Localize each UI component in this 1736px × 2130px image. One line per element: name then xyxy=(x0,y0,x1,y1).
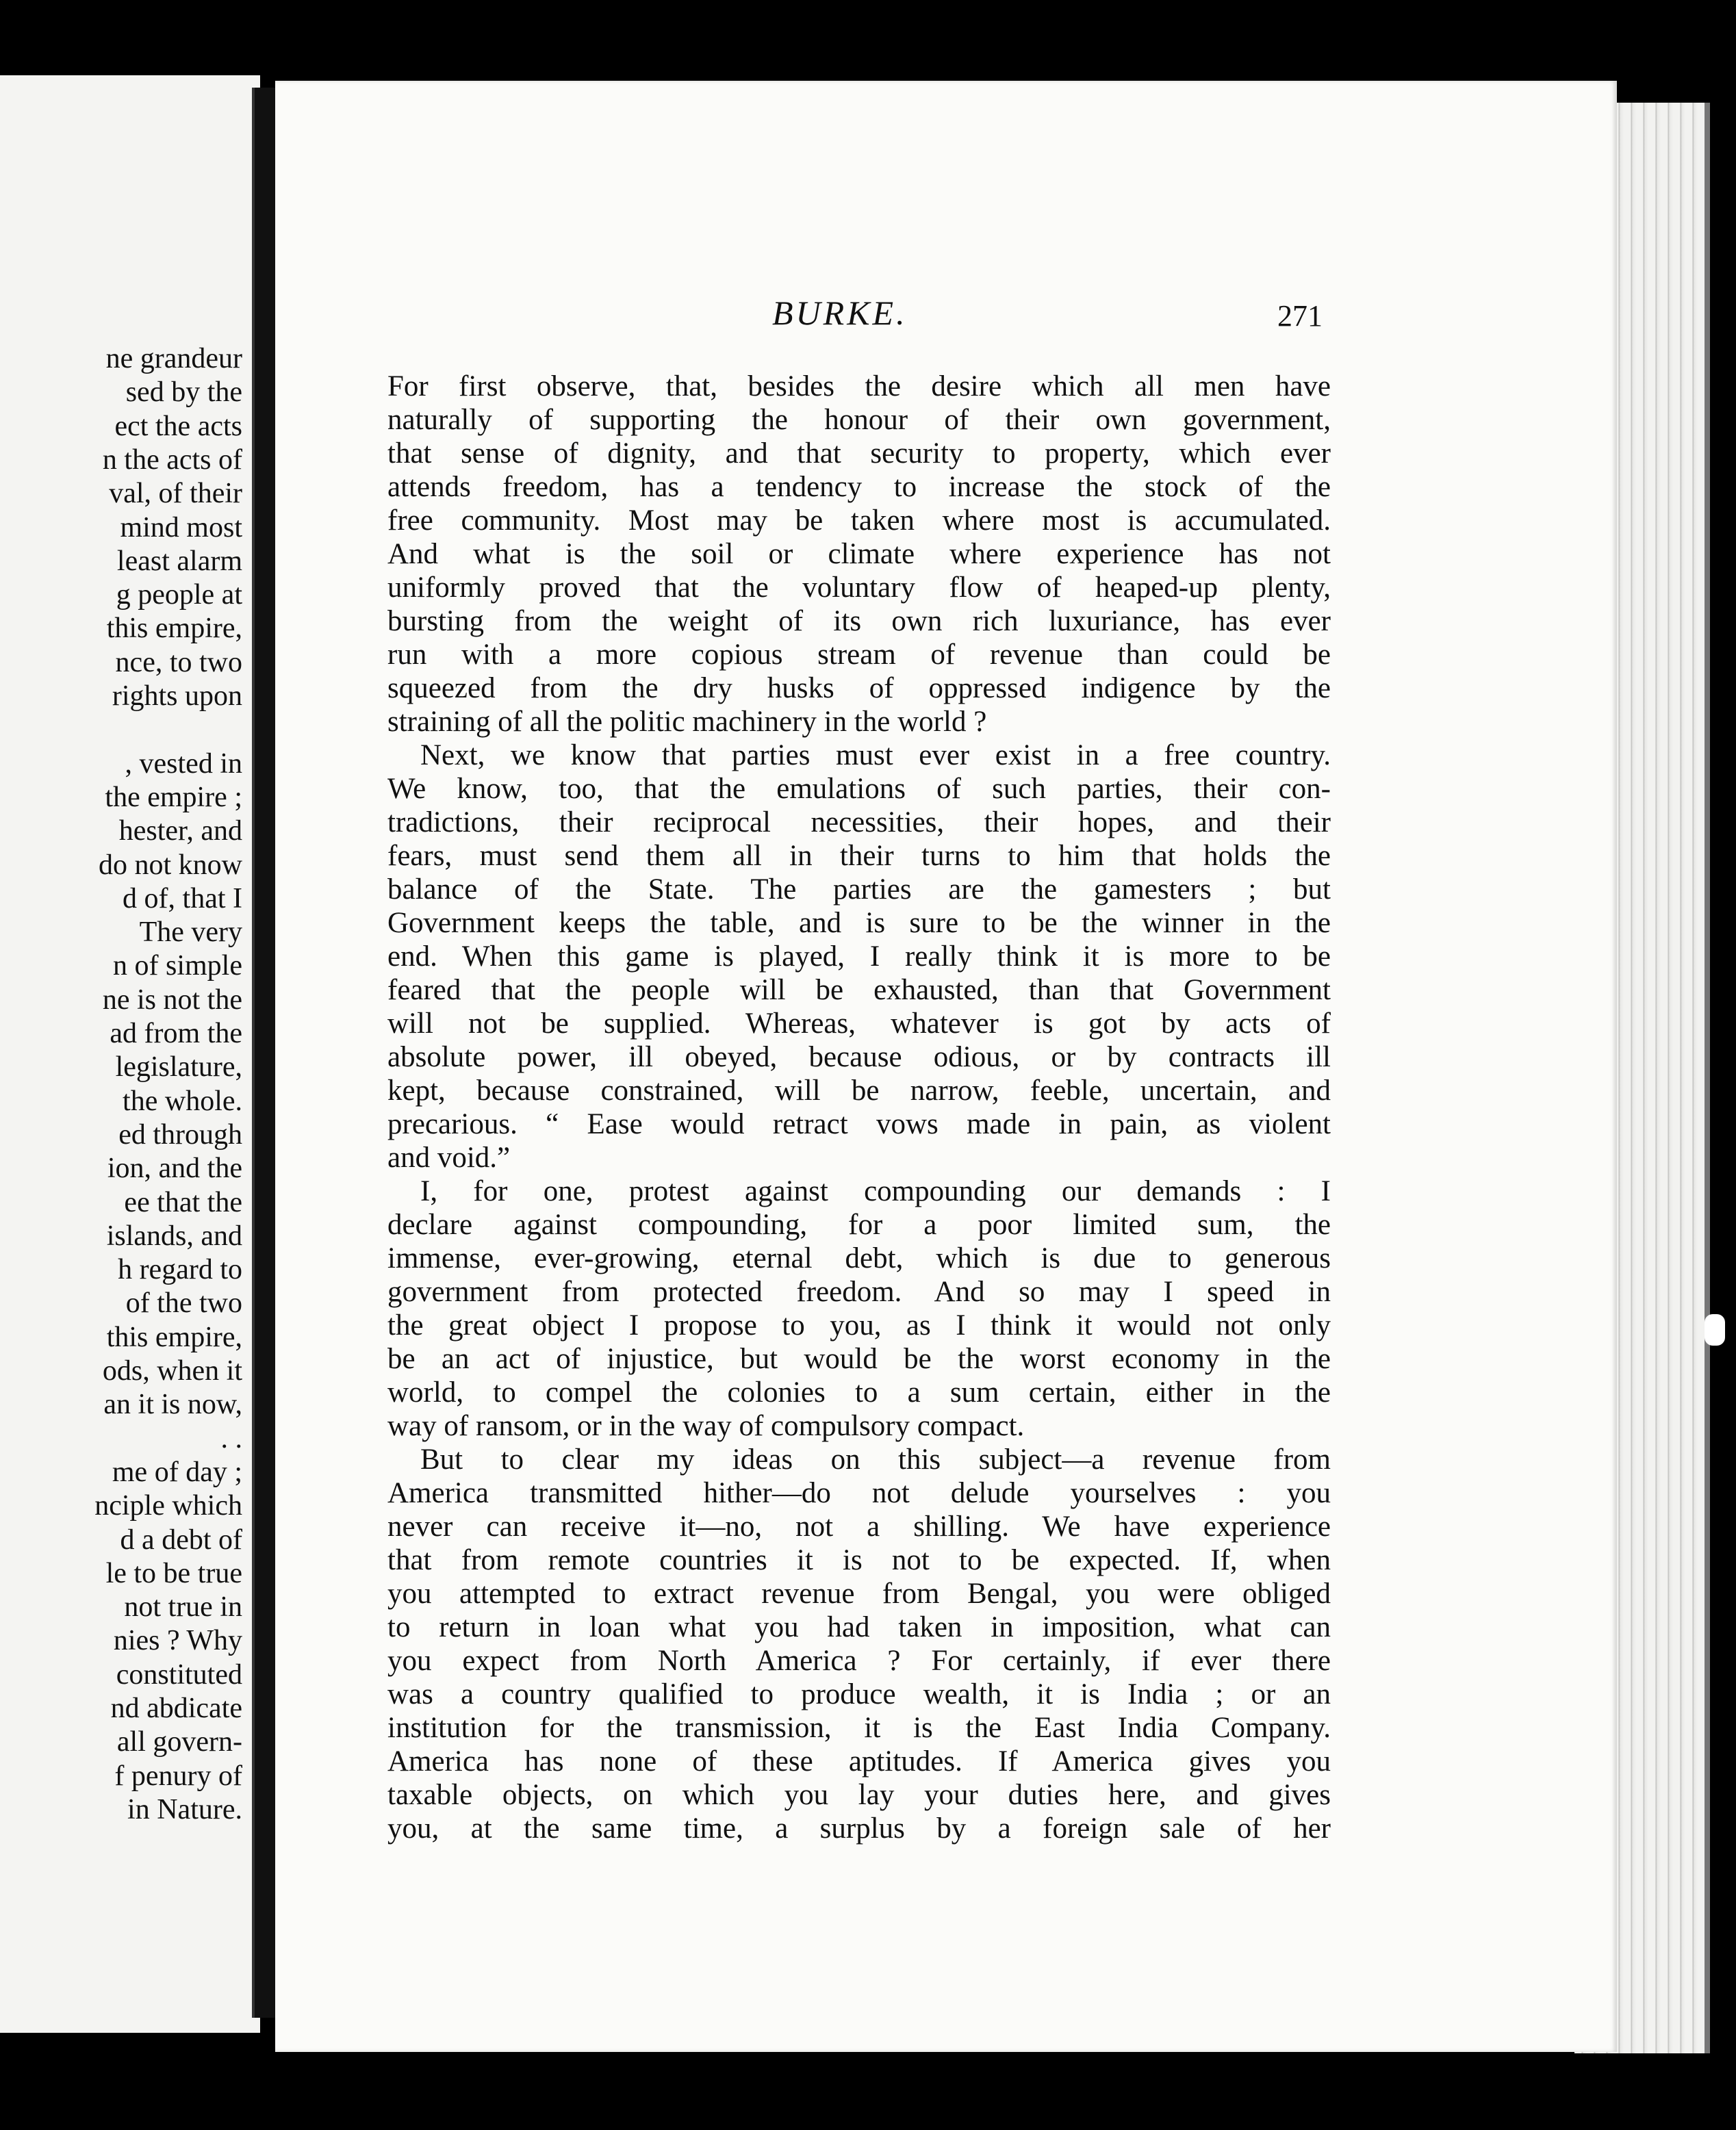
body-line: attends freedom, has a tendency to increase the stock of the xyxy=(387,471,1331,503)
body-line: We know, too, that the emulations of such parties, their con- xyxy=(387,773,1331,805)
body-line: world, to compel the colonies to a sum certain, either in the xyxy=(387,1376,1331,1409)
body-line: Next, we know that parties must ever exist in a free country. xyxy=(420,739,1331,771)
left-page-line: the whole. xyxy=(123,1085,242,1117)
body-line: run with a more copious stream of revenue than could be xyxy=(387,639,1331,671)
left-page-line: rights upon xyxy=(112,680,242,712)
body-line: that from remote countries it is not to be expected. If, when xyxy=(387,1544,1331,1576)
left-page-line: ect the acts xyxy=(114,410,242,442)
left-page-line: n of simple xyxy=(113,950,242,982)
left-page-line: in Nature. xyxy=(127,1793,242,1825)
body-line: government from protected freedom. And so may I speed in xyxy=(387,1276,1331,1308)
body-line: America transmitted hither—do not delude yourselves : you xyxy=(387,1477,1331,1509)
body-line: was a country qualified to produce wealth, it is India ; or an xyxy=(387,1678,1331,1710)
body-line: For first observe, that, besides the desire which all men have xyxy=(387,370,1331,402)
left-page-line: d of, that I xyxy=(123,882,242,914)
left-page-line: sed by the xyxy=(125,376,242,409)
left-page-line: islands, and xyxy=(106,1220,242,1252)
body-line: never can receive it—no, not a shilling. We have experience xyxy=(387,1511,1331,1543)
body-line: absolute power, ill obeyed, because odious, or by contracts ill xyxy=(387,1041,1331,1073)
left-page-line: legislature, xyxy=(115,1051,242,1083)
left-page-line: least alarm xyxy=(116,545,242,577)
running-title: BURKE. xyxy=(772,294,908,332)
left-page-line: an it is now, xyxy=(103,1389,242,1421)
body-line: But to clear my ideas on this subject—a revenue from xyxy=(420,1443,1331,1476)
body-line: And what is the soil or climate where experience has not xyxy=(387,538,1331,570)
left-page-line: the empire ; xyxy=(105,781,242,813)
left-page-line: h regard to xyxy=(118,1254,242,1286)
left-page-line: ods, when it xyxy=(102,1355,242,1387)
body-line: end. When this game is played, I really think it is more to be xyxy=(387,940,1331,973)
left-page-line: ee that the xyxy=(124,1186,242,1218)
body-line: bursting from the weight of its own rich luxuriance, has ever xyxy=(387,605,1331,637)
left-page-line: , vested in xyxy=(125,747,242,780)
body-line: taxable objects, on which you lay your duties here, and gives xyxy=(387,1779,1331,1811)
left-page-line: nd abdicate xyxy=(110,1693,242,1724)
left-page-line: not true in xyxy=(124,1591,242,1624)
left-page-line: nies ? Why xyxy=(113,1625,242,1657)
left-page-line: ne grandeur xyxy=(105,343,242,374)
left-page-line: . . xyxy=(220,1422,242,1454)
body-line: uniformly proved that the voluntary flow of heaped-up plenty, xyxy=(387,572,1331,604)
left-page-line: nciple which xyxy=(94,1490,242,1522)
body-line: kept, because constrained, will be narrow, feeble, uncertain, and xyxy=(387,1075,1331,1107)
body-line: be an act of injustice, but would be the worst economy in the xyxy=(387,1343,1331,1375)
body-line: and void.” xyxy=(387,1142,511,1174)
body-line: I, for one, protest against compounding our demands : I xyxy=(420,1175,1331,1207)
left-page-line: constituted xyxy=(116,1658,242,1691)
left-page-line: f penury of xyxy=(114,1760,242,1792)
body-line: immense, ever-growing, eternal debt, which is due to generous xyxy=(387,1242,1331,1274)
body-line: that sense of dignity, and that security to property, which ever xyxy=(387,437,1331,470)
left-page-line: ad from the xyxy=(110,1018,242,1049)
left-page-line: this empire, xyxy=(106,613,242,645)
body-line: Government keeps the table, and is sure to be the winner in the xyxy=(387,907,1331,939)
left-page-line: n the acts of xyxy=(102,444,242,476)
body-line: fears, must send them all in their turns to him that holds the xyxy=(387,840,1331,872)
left-page-line: of the two xyxy=(125,1287,242,1320)
page-number: 271 xyxy=(1277,299,1323,333)
left-page-line: ne is not the xyxy=(102,984,242,1016)
body-line: free community. Most may be taken where most is accumulated. xyxy=(387,504,1331,537)
book-gutter xyxy=(252,88,275,2018)
body-line: to return in loan what you had taken in imposition, what can xyxy=(387,1611,1331,1643)
left-page-line: me of day ; xyxy=(112,1456,242,1488)
left-page-line: hester, and xyxy=(118,815,242,847)
body-line: you attempted to extract revenue from Bengal, you were obliged xyxy=(387,1578,1331,1610)
body-line: way of ransom, or in the way of compulsory compact. xyxy=(387,1410,1025,1442)
left-page-line: g people at xyxy=(116,579,242,611)
left-page-fragment xyxy=(0,75,260,2033)
body-line: declare against compounding, for a poor limited sum, the xyxy=(387,1209,1331,1241)
body-line: institution for the transmission, it is the East India Company. xyxy=(387,1712,1331,1744)
body-line: balance of the State. The parties are the gamesters ; but xyxy=(387,873,1331,906)
left-page-line: ed through xyxy=(118,1118,242,1151)
left-page-line: le to be true xyxy=(105,1557,242,1589)
body-line: the great object I propose to you, as I think it would not only xyxy=(387,1309,1331,1342)
left-page-line: do not know xyxy=(99,849,242,881)
left-page-line: this empire, xyxy=(106,1321,242,1353)
body-line: you, at the same time, a surplus by a foreign sale of her xyxy=(387,1812,1331,1845)
body-line: squeezed from the dry husks of oppressed indigence by the xyxy=(387,672,1331,704)
left-page-line: d a debt of xyxy=(120,1524,242,1556)
body-line: feared that the people will be exhausted, than that Government xyxy=(387,974,1331,1006)
left-page-line: mind most xyxy=(120,511,242,543)
left-page-line: nce, to two xyxy=(115,646,242,678)
body-line: you expect from North America ? For certainly, if ever there xyxy=(387,1645,1331,1677)
body-line: America has none of these aptitudes. If America gives you xyxy=(387,1745,1331,1778)
body-line: straining of all the politic machinery in the world ? xyxy=(387,706,987,738)
binding-clip xyxy=(1705,1314,1725,1346)
body-line: naturally of supporting the honour of their own government, xyxy=(387,404,1331,436)
left-page-line: all govern- xyxy=(116,1726,242,1758)
left-page-line: val, of their xyxy=(109,478,242,510)
left-page-line: The very xyxy=(139,916,242,949)
body-text xyxy=(387,370,1331,1845)
left-page-line: ion, and the xyxy=(107,1153,242,1185)
body-line: will not be supplied. Whereas, whatever is got by acts of xyxy=(387,1008,1331,1040)
body-line: precarious. “ Ease would retract vows made in pain, as violent xyxy=(387,1108,1331,1140)
body-line: tradictions, their reciprocal necessities, their hopes, and their xyxy=(387,806,1331,838)
